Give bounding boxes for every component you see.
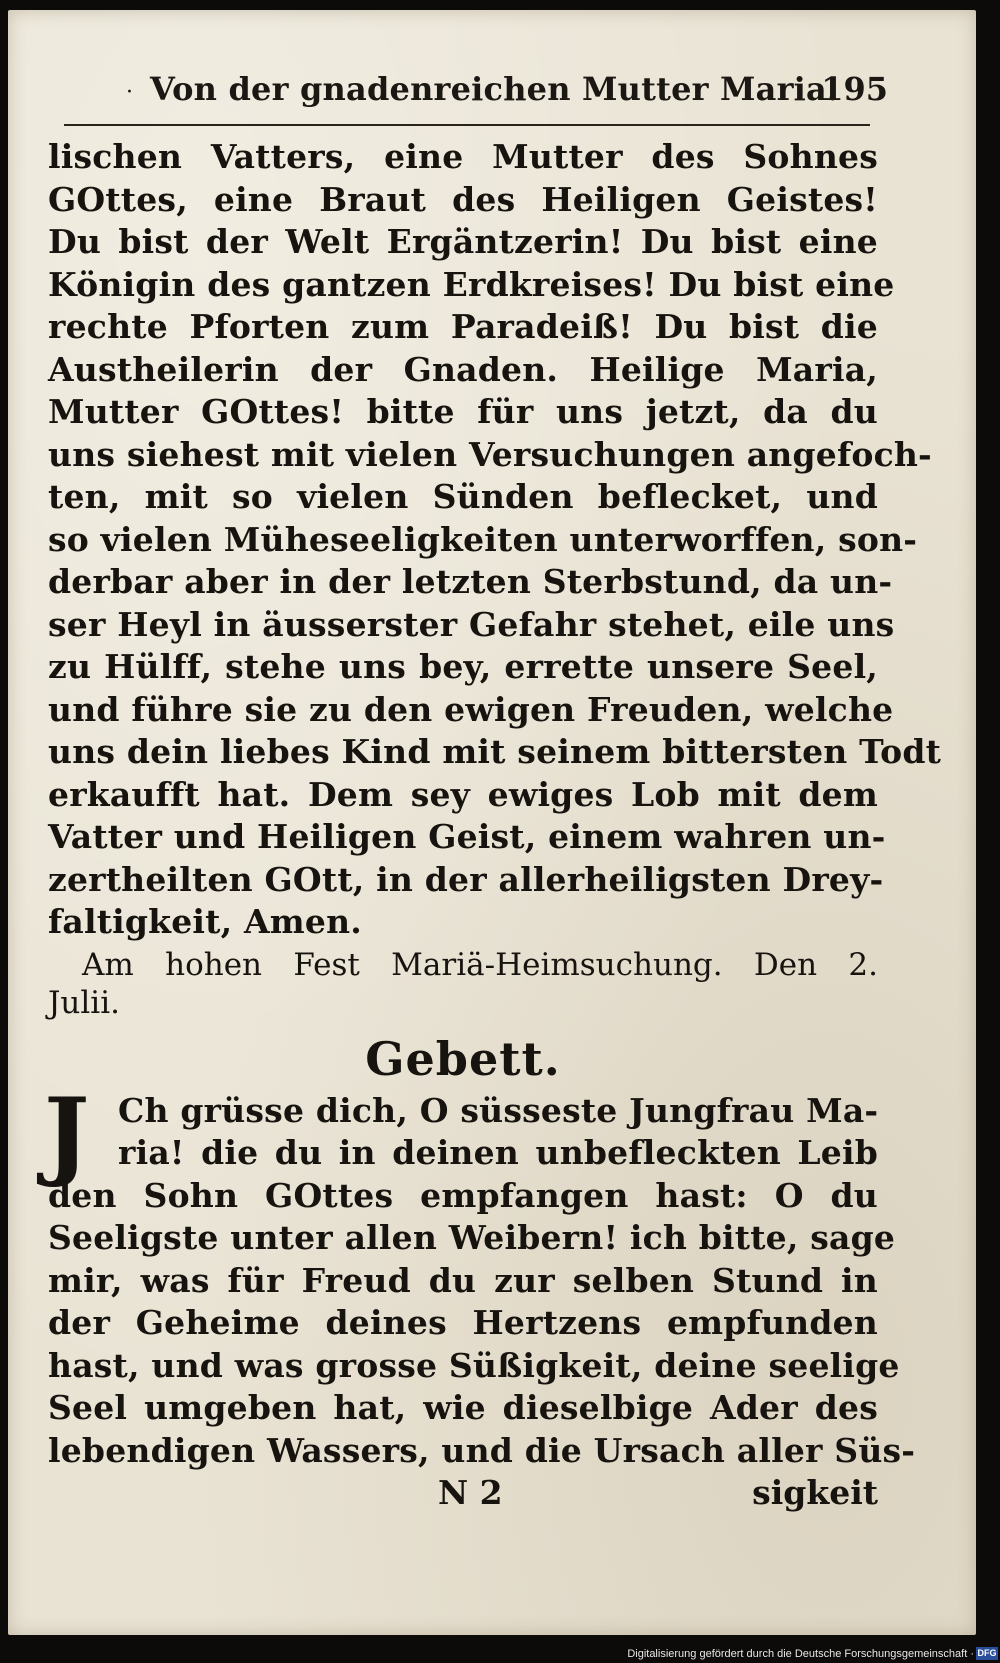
- text-line: ten, mit so vielen Sünden beflecket, und: [48, 477, 878, 516]
- text-line: Austheilerin der Gnaden. Heilige Maria,: [48, 349, 878, 389]
- text-line: Seel umgeben hat, wie dieselbige Ader des: [48, 1388, 878, 1427]
- text-line: GOttes, eine Braut des Heiligen Geistes!: [48, 179, 878, 219]
- text-line: Ch grüsse dich, O süsseste Jungfrau Ma-: [118, 1090, 879, 1130]
- text-line: ser Heyl in äusserster Gefahr stehet, eile uns: [48, 604, 895, 644]
- feast-heading-line: Am hohen Fest Mariä-Heimsuchung. Den 2.: [82, 946, 878, 983]
- digitization-credit: Digitalisierung gefördert durch die Deutsche Forschungsgemeinschaft ·: [627, 1648, 974, 1660]
- dfg-logo-icon: DFG: [977, 1648, 997, 1658]
- page-footer: [48, 1472, 878, 1514]
- feast-heading-line: Julii.: [48, 984, 120, 1021]
- running-head: [128, 68, 888, 116]
- header-rule: [64, 124, 870, 126]
- text-line: ria! die du in deinen unbefleckten Leib: [118, 1133, 878, 1172]
- catchword: sigkeit: [752, 1473, 878, 1512]
- signature-mark: N 2: [438, 1473, 503, 1512]
- text-line: lebendigen Wassers, und die Ursach aller Süs-: [48, 1430, 916, 1470]
- text-line: hast, und was grosse Süßigkeit, deine seelige: [48, 1345, 900, 1385]
- text-line: so vielen Müheseeligkeiten unterworffen, son-: [48, 519, 918, 559]
- text-line: Seeligste unter allen Weibern! ich bitte, sage: [48, 1218, 896, 1257]
- prayer-block: [44, 1076, 916, 1473]
- text-line: Vatter und Heiligen Geist, einem wahren un-: [48, 817, 886, 856]
- text-line: Du bist der Welt Ergäntzerin! Du bist eine: [48, 222, 878, 261]
- text-line: faltigkeit, Amen.: [48, 902, 362, 941]
- text-line: lischen Vatters, eine Mutter des Sohnes: [48, 137, 878, 176]
- running-head-title: Von der gnadenreichen Mutter Maria.: [150, 70, 839, 108]
- text-line: erkaufft hat. Dem sey ewiges Lob mit dem: [48, 774, 878, 814]
- text-line: der Geheime deines Hertzens empfunden: [48, 1303, 878, 1342]
- text-line: uns siehest mit vielen Versuchungen angefoch-: [48, 434, 932, 474]
- text-line: uns dein liebes Kind mit seinem bittersten Todt: [48, 732, 942, 771]
- running-head-dot: ·: [126, 80, 133, 105]
- text-line: zertheilten GOtt, in der allerheiligsten Drey-: [48, 859, 884, 899]
- text-line: Mutter GOttes! bitte für uns jetzt, da du: [48, 392, 878, 431]
- text-line: und führe sie zu den ewigen Freuden, welche: [48, 689, 894, 729]
- text-line: zu Hülff, stehe uns bey, errette unsere Seel,: [48, 647, 878, 686]
- text-line: derbar aber in der letzten Sterbstund, da un-: [48, 562, 893, 601]
- prayer-text-continued: [48, 136, 942, 944]
- drop-capital: J: [44, 1076, 90, 1190]
- section-title: Gebett.: [365, 1031, 561, 1086]
- text-line: mir, was für Freud du zur selben Stund in: [48, 1260, 878, 1300]
- text-line: rechte Pforten zum Paradeiß! Du bist die: [48, 307, 878, 346]
- page-number: 195: [821, 70, 888, 108]
- text-line: den Sohn GOttes empfangen hast: O du: [48, 1175, 878, 1215]
- text-line: Königin des gantzen Erdkreises! Du bist eine: [48, 264, 895, 304]
- feast-heading: [48, 944, 878, 1020]
- book-page: [8, 10, 976, 1635]
- page-body: [44, 136, 942, 1514]
